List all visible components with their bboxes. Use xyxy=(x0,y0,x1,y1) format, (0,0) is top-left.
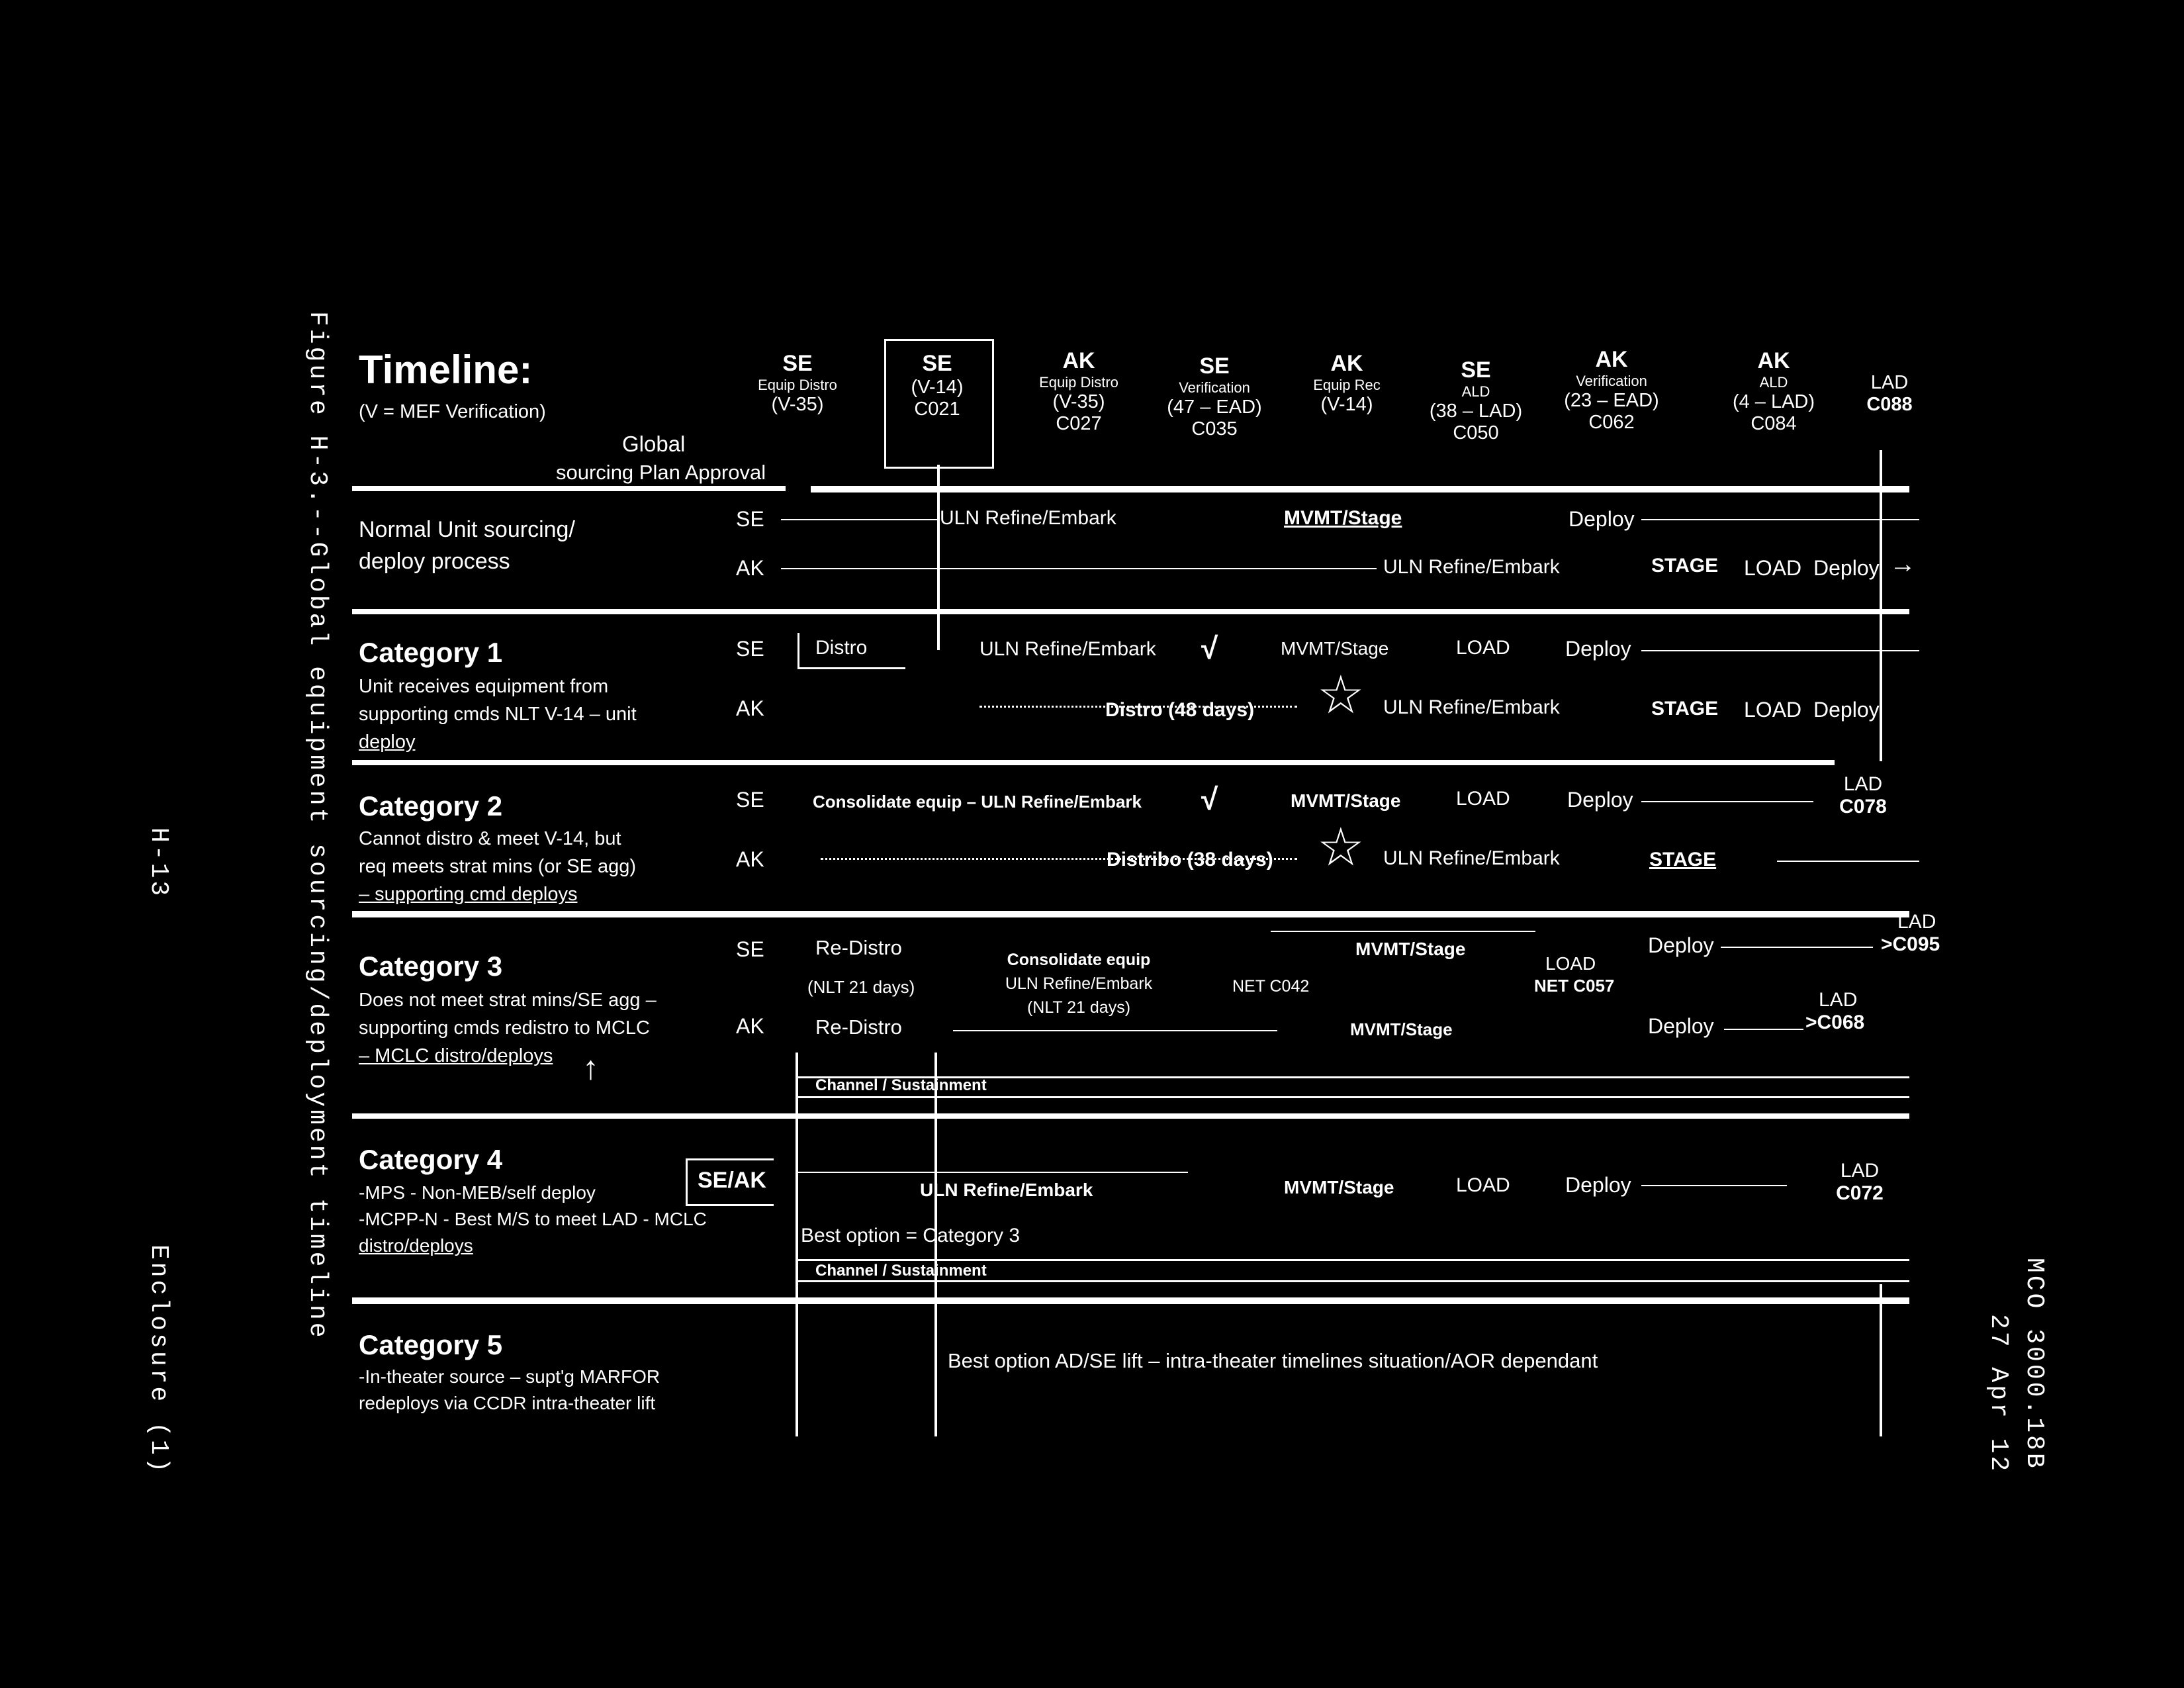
cat3-se-deploy: Deploy xyxy=(1648,933,1714,957)
cat1-se-mvmt: MVMT/Stage xyxy=(1281,638,1389,659)
milestone-ak-equip-distro: AK Equip Distro (V-35) C027 xyxy=(1039,348,1118,434)
cat1-se-uln: ULN Refine/Embark xyxy=(979,638,1156,660)
cat3-channel-line-bottom xyxy=(797,1096,1909,1098)
cat2-se-mvmt: MVMT/Stage xyxy=(1291,790,1401,811)
normal-se-label: SE xyxy=(736,507,764,531)
vline-v14 xyxy=(937,465,940,650)
cat2-ak-distro: Distribo (38 days) xyxy=(1107,849,1273,870)
page-number: H-13 xyxy=(144,827,173,899)
cat4-deploy: Deploy xyxy=(1565,1173,1631,1197)
cat2-check-icon: √ xyxy=(1201,782,1218,816)
milestone-se-ald: SE ALD (38 – LAD) C050 xyxy=(1429,357,1523,444)
vline-lad-lower xyxy=(1880,1284,1882,1436)
cat4-channel: Channel / Sustainment xyxy=(815,1262,987,1280)
cat1-distro: Distro xyxy=(815,637,868,659)
normal-ak-stage: STAGE xyxy=(1651,555,1719,577)
document-id: MCO 3000.18B xyxy=(2020,1258,2048,1471)
arrow-right-icon: → xyxy=(1889,549,1916,579)
cat2-se-label: SE xyxy=(736,788,764,812)
rule-cat2 xyxy=(352,911,1909,917)
cat1-title: Category 1 xyxy=(359,637,503,668)
cat4-agency: SE/AK xyxy=(698,1168,766,1193)
milestone-ak-equip-rec: AK Equip Rec (V-14) xyxy=(1313,351,1381,415)
cat3-ak-line xyxy=(953,1030,1277,1031)
normal-ak-deploy: Deploy xyxy=(1813,556,1880,580)
cat4-load: LOAD xyxy=(1456,1174,1510,1196)
normal-se-mvmt: MVMT/Stage xyxy=(1284,507,1402,529)
cat4-channel-line-top xyxy=(797,1259,1909,1261)
normal-se-uln: ULN Refine/Embark xyxy=(940,507,1116,529)
milestone-se-v14: SE (V-14) C021 xyxy=(911,351,964,420)
cat3-ak-deploy: Deploy xyxy=(1648,1014,1714,1038)
check-arrow-icon: √ xyxy=(1201,631,1218,665)
cat4-lad: LAD C072 xyxy=(1836,1160,1884,1204)
normal-ak-line xyxy=(781,568,1377,569)
normal-title: Normal Unit sourcing/ deploy process xyxy=(359,517,575,574)
sourcing-plan-label: sourcing Plan Approval xyxy=(556,461,766,484)
cat3-nlt: (NLT 21 days) xyxy=(807,977,915,997)
rule-cat3 xyxy=(352,1113,1909,1119)
cat1-ak-deploy: Deploy xyxy=(1813,698,1880,722)
cat1-se-load: LOAD xyxy=(1456,637,1510,659)
cat1-ak-load: LOAD xyxy=(1744,698,1802,722)
milestone-ak-verification: AK Verification (23 – EAD) C062 xyxy=(1564,347,1659,433)
cat4-uln-line xyxy=(797,1172,1188,1173)
cat1-ak-uln: ULN Refine/Embark xyxy=(1383,696,1560,718)
cat3-se-redistro: Re-Distro xyxy=(815,936,902,959)
cat5-desc: -In-theater source – supt'g MARFOR redeploys via CCDR intra-theater lift xyxy=(359,1366,660,1413)
cat1-se-label: SE xyxy=(736,637,764,661)
cat3-net57: NET C057 xyxy=(1534,976,1615,996)
cat3-ak-redistro: Re-Distro xyxy=(815,1015,902,1039)
vline-lad xyxy=(1880,450,1882,761)
cat4-deploy-line xyxy=(1641,1185,1787,1186)
document-date: 27 Apr 12 xyxy=(1984,1314,2013,1474)
cat2-ak-uln: ULN Refine/Embark xyxy=(1383,847,1560,869)
normal-se-line xyxy=(781,519,940,520)
normal-se-deploy-line xyxy=(1641,519,1919,520)
rule-header-right xyxy=(811,486,1909,492)
cat3-net42: NET C042 xyxy=(1232,977,1310,996)
cat5-title: Category 5 xyxy=(359,1329,503,1360)
cat4-channel-line-bottom xyxy=(797,1280,1909,1282)
cat3-se-mvmt: MVMT/Stage xyxy=(1355,939,1466,959)
cat3-se-lad: LAD >C095 xyxy=(1881,911,1940,955)
cat2-lad: LAD C078 xyxy=(1839,773,1887,818)
cat1-ak-distro: Distro (48 days) xyxy=(1105,699,1255,721)
cat2-title: Category 2 xyxy=(359,790,503,821)
cat3-ak-deploy-line xyxy=(1724,1029,1803,1030)
cat1-se-deploy-line xyxy=(1641,650,1919,651)
cat2-ak-label: AK xyxy=(736,847,764,871)
rule-cat4 xyxy=(352,1297,1909,1304)
rule-header xyxy=(352,486,786,491)
cat1-ak-stage: STAGE xyxy=(1651,698,1719,720)
cat1-desc: Unit receives equipment from supporting cmds NLT V-14 – unit deploy xyxy=(359,676,637,753)
cat3-ak-mvmt: MVMT/Stage xyxy=(1350,1019,1453,1039)
global-label: Global xyxy=(622,432,686,456)
cat3-load: LOAD xyxy=(1545,953,1596,974)
cat3-desc: Does not meet strat mins/SE agg – supporting cmds redistro to MCLC – MCLC distro/deploys xyxy=(359,990,657,1066)
normal-se-deploy: Deploy xyxy=(1569,507,1635,531)
cat2-se-load: LOAD xyxy=(1456,788,1510,810)
milestone-se-equip-distro: SE Equip Distro (V-35) xyxy=(758,351,837,415)
milestone-ak-ald: AK ALD (4 – LAD) C084 xyxy=(1732,348,1815,434)
rule-cat1 xyxy=(352,760,1835,765)
rule-normal xyxy=(352,609,1909,614)
star-icon: ☆ xyxy=(1317,665,1365,724)
cat2-ak-stage: STAGE xyxy=(1649,849,1717,870)
normal-ak-load: LOAD xyxy=(1744,556,1802,580)
timeline-subtitle: (V = MEF Verification) xyxy=(359,401,546,422)
cat5-best-option: Best option AD/SE lift – intra-theater timelines situation/AOR dependant xyxy=(948,1349,1598,1372)
cat4-uln: ULN Refine/Embark xyxy=(920,1180,1093,1200)
cat2-star-icon: ☆ xyxy=(1317,818,1365,876)
cat1-ak-label: AK xyxy=(736,696,764,720)
cat3-se-label: SE xyxy=(736,937,764,961)
cat2-se-deploy: Deploy xyxy=(1567,788,1633,812)
milestone-se-verification: SE Verification (47 – EAD) C035 xyxy=(1167,353,1262,440)
cat3-ak-lad: LAD >C068 xyxy=(1805,989,1865,1033)
cat3-se-mvmt-line xyxy=(1271,931,1535,932)
cat3-channel: Channel / Sustainment xyxy=(815,1076,987,1094)
timeline-title: Timeline: xyxy=(359,348,533,392)
cat4-mvmt: MVMT/Stage xyxy=(1284,1177,1394,1197)
cat2-ak-line xyxy=(1777,861,1919,862)
cat3-title: Category 3 xyxy=(359,951,503,982)
cat3-uln-block: Consolidate equip ULN Refine/Embark (NLT 21 days) xyxy=(1005,951,1153,1017)
vline-start xyxy=(796,1053,798,1436)
cat3-curve-arrow-icon: ↑ xyxy=(582,1049,599,1086)
milestone-lad: LAD C088 xyxy=(1866,372,1913,415)
enclosure-label: Enclosure (1) xyxy=(144,1244,173,1476)
normal-ak-label: AK xyxy=(736,556,764,580)
cat2-desc: Cannot distro & meet V-14, but req meets strat mins (or SE agg) – supporting cmd deploys xyxy=(359,828,637,905)
cat3-ak-label: AK xyxy=(736,1014,764,1038)
cat1-se-deploy: Deploy xyxy=(1565,637,1631,661)
cat2-consolidate: Consolidate equip – ULN Refine/Embark xyxy=(813,792,1142,812)
cat4-desc: -MPS - Non-MEB/self deploy -MCPP-N - Best M/S to meet LAD - MCLC distro/deploys xyxy=(359,1182,707,1256)
cat3-se-deploy-line xyxy=(1721,947,1873,948)
normal-ak-uln: ULN Refine/Embark xyxy=(1383,556,1560,578)
cat4-best-option: Best option = Category 3 xyxy=(801,1225,1021,1246)
figure-title: Figure H-3.--Global equipment sourcing/deployment timeline xyxy=(303,311,332,1340)
cat2-se-deploy-line xyxy=(1641,801,1813,802)
cat4-title: Category 4 xyxy=(359,1144,503,1175)
